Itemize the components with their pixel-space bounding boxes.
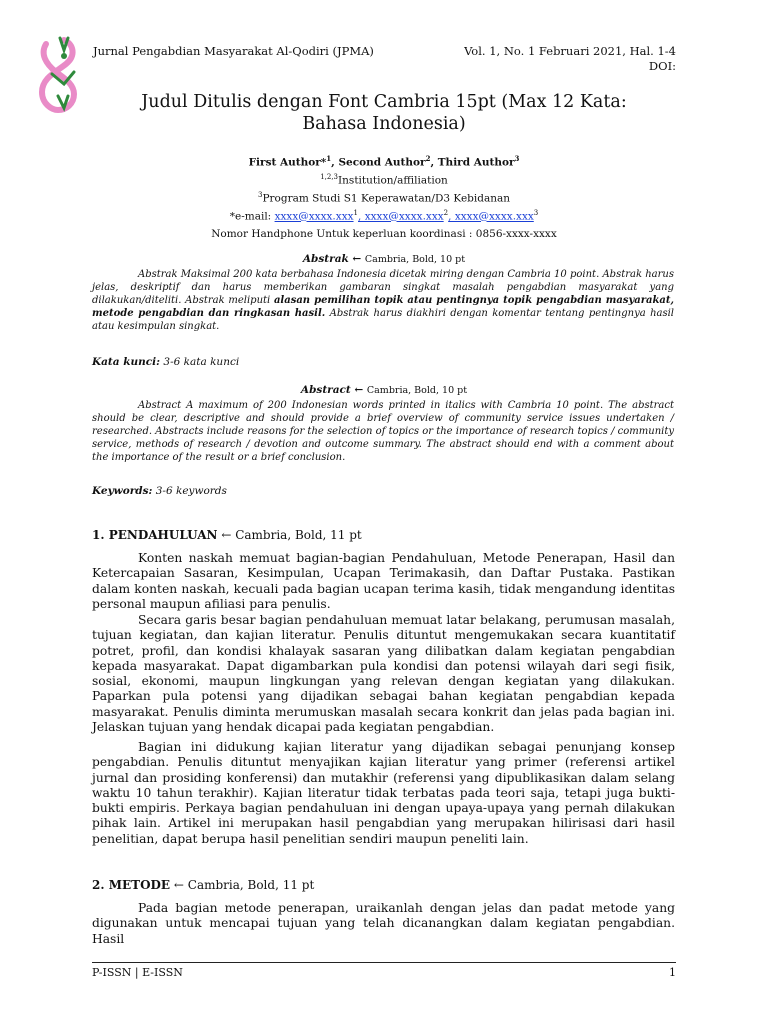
paragraph: Pada bagian metode penerapan, uraikanlah dengan jelas dan padat metode yang digunakan untuk mencapai tujuan yang telah dicanangkan dalam kegiatan pengabdian. Hasil [92,901,675,946]
abstrak-arrow: ← [348,253,365,265]
footer-issn: P-ISSN | E-ISSN [92,966,183,979]
journal-name: Jurnal Pengabdian Masyarakat Al-Qodiri (JPMA) [93,44,374,58]
abstract-text: Abstract A maximum of 200 Indonesian words printed in italics with Cambria 10 point. The abstract should be clear, descriptive and should provide a brief overview of community service issues undertaken / researched. Abstracts include reasons for the selection of topics or the importance of research topics / community service, methods of research / devotion and outcome summary. The abstract should end with a comment about the importance of the result or a brief conclusion. [92,400,674,463]
affiliation-sup: 1,2,3 [320,173,339,181]
footer-divider [92,962,676,963]
affiliation-text: Institution/affiliation [338,174,448,187]
page-number: 1 [669,966,676,979]
abstrak-text-2: Abstrak harus diakhiri dengan komentar tentang pentingnya hasil atau kesimpulan singkat. [92,308,674,332]
email-line [92,206,676,224]
section-2-note: ← Cambria, Bold, 11 pt [170,878,315,892]
paragraph: Secara garis besar bagian pendahuluan memuat latar belakang, perumusan masalah, tujuan kegiatan, dan kajian literatur. Penulis dituntut mengemukakan secara kuantitatif potret, profil, dan kondisi khalayak sasaran yang dilibatkan dalam kegiatan pengabdian kepada masyarakat. Dapat digambarkan pula kondisi dan potensi wilayah dari segi fisik, sosial, ekonomi, maupun lingkungan yang relevan dengan kegiatan yang dilakukan. Paparkan pula potensi yang dijadikan sebagai bahan kegiatan pengabdian kepada masyarakat. Penulis diminta merumuskan masalah secara konkrit dan jelas pada bagian ini. Jelaskan tujuan yang hendak dicapai pada kegiatan pengabdian. [92,613,675,735]
kata-kunci-value: 3-6 kata kunci [160,356,240,368]
paragraph: Konten naskah memuat bagian-bagian Pendahuluan, Metode Penerapan, Hasil dan Ketercapaian Sasaran, Kesimpulan, Ucapan Terimakasih, dan Daftar Pustaka. Pastikan dalam konten naskah, kecuali pada bagian ucapan terima kasih, tidak mengandung identitas personal maupun afiliasi para penulis. [92,551,675,611]
email-link-1[interactable]: xxxx@xxxx.xxx [274,210,354,223]
section-2-title: 2. METODE [92,878,171,892]
keywords-value: 3-6 keywords [152,485,227,497]
author-block [92,152,676,224]
abstrak-text [92,268,674,333]
volume-info [464,44,676,74]
program [92,188,676,206]
abstract-note: Cambria, Bold, 10 pt [366,385,468,396]
abstrak-heading [92,253,676,265]
email-link-2[interactable]: , xxxx@xxxx.xxx [358,210,444,223]
abstract-label: Abstract [300,384,351,396]
author-1-sup: 1 [326,154,332,163]
abstract-arrow: ← [350,384,367,396]
section-1-note: ← Cambria, Bold, 11 pt [217,528,362,542]
volume-issue: Vol. 1, No. 1 Februari 2021, Hal. 1-4 [464,44,676,58]
paragraph: Bagian ini didukung kajian literatur yang dijadikan sebagai penunjang konsep pengabdian. Penulis dituntut menyajikan kajian literatur yang primer (referensi artikel jurnal dan prosiding konferensi) dan mutakhir (referensi yang dipublikasikan dalam selang waktu 10 tahun terakhir). Kajian literatur tidak terbatas pada teori saja, tetapi juga bukti-bukti empiris. Perkaya bagian pendahuluan ini dengan upaya-upaya yang pernah dilakukan pihak lain. Artikel ini merupakan hasil pengabdian yang merupakan hilirisasi dari hasil penelitian, dapat berupa hasil penelitian sendiri maupun peneliti lain. [92,740,675,846]
author-2-sup: 2 [425,154,431,163]
author-3: , Third Author [430,156,515,169]
program-sup: 3 [257,191,263,199]
section-heading-metode [92,878,314,892]
abstrak-text-bold: alasan pemilihan topik atau pentingnya topik pengabdian masyarakat, metode pengabdian dan ringkasan hasil. [92,295,674,319]
author-2: , Second Author [331,156,426,169]
journal-logo-icon [34,34,80,114]
abstrak-text-1: Abstrak Maksimal 200 kata berbahasa Indonesia dicetak miring dengan Cambria 10 point. Abstrak harus jelas, deskriptif dan harus memberikan gambaran singkat masalah pengabdian masyarakat yang dilakukan/diteliti. Abstrak meliputi [92,269,674,306]
email-label: *e-mail: [229,210,275,223]
kata-kunci [92,356,239,368]
paper-title: Judul Ditulis dengan Font Cambria 15pt (Max 12 Kata: Bahasa Indonesia) [141,92,627,134]
email-3-sup: 3 [533,209,539,217]
email-link-3[interactable]: , xxxx@xxxx.xxx [448,210,534,223]
section-1-title: 1. PENDAHULUAN [92,528,218,542]
keywords [92,485,227,497]
email-2-sup: 2 [443,209,449,217]
author-3-sup: 3 [514,154,520,163]
affiliation [92,170,676,188]
abstract-heading [92,384,676,396]
kata-kunci-label: Kata kunci: [92,356,161,368]
email-1-sup: 1 [353,209,359,217]
doi-label: DOI: [648,59,676,73]
author-1: First Author* [248,156,327,169]
abstrak-label: Abstrak [302,253,349,265]
program-text: Program Studi S1 Keperawatan/D3 Kebidanan [262,192,511,205]
author-names [92,152,676,170]
phone-line: Nomor Handphone Untuk keperluan koordinasi : 0856-xxxx-xxxx [211,228,557,240]
abstrak-note: Cambria, Bold, 10 pt [364,254,466,265]
section-heading-pendahuluan [92,528,362,542]
keywords-label: Keywords: [92,485,153,497]
